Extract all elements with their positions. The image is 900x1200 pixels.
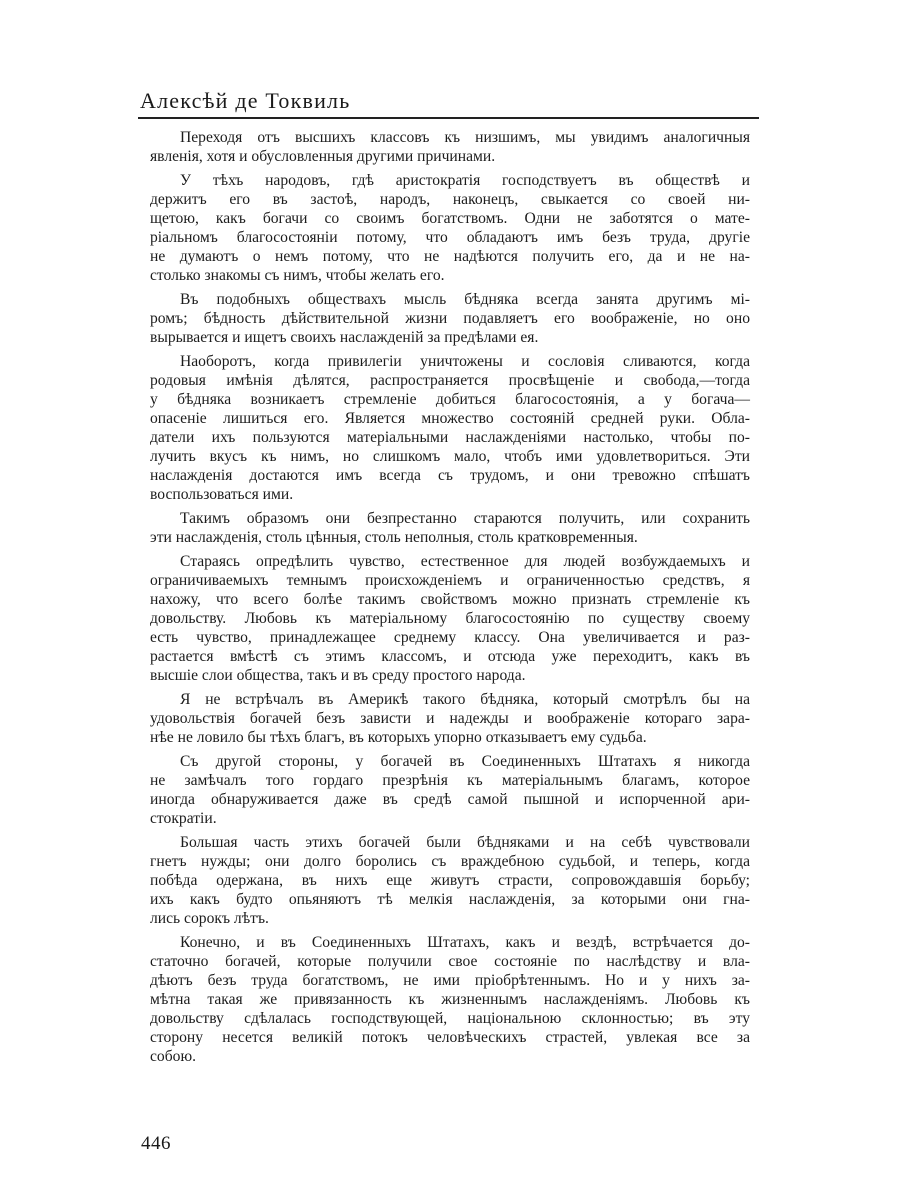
paragraph (150, 509, 750, 547)
page-number: 446 (141, 1133, 171, 1154)
text-line: явленія, хотя и обусловленныя другими причинами. (150, 148, 496, 165)
text-line: лучить вкусъ къ нимъ, но слишкомъ мало, чтобъ ими удовлетвориться. Эти (150, 448, 750, 465)
paragraph (150, 171, 750, 285)
text-line: ихъ какъ будто опьяняютъ тѣ мелкія наслажденія, за которыми они гна- (150, 891, 750, 908)
text-line: растается вмѣстѣ съ этимъ классомъ, и отсюда уже переходитъ, какъ въ (150, 648, 750, 665)
paragraph (150, 128, 750, 166)
text-line: не думаютъ о немъ потому, что не надѣются получить его, да и не на- (150, 248, 750, 265)
text-line: нѣе не ловило бы тѣхъ благъ, въ которыхъ упорно отказываетъ ему судьба. (150, 729, 647, 746)
paragraph (150, 690, 750, 747)
text-line: у бѣдняка возникаетъ стремленіе добиться благосостоянія, а у богача— (150, 391, 750, 408)
paragraph (150, 752, 750, 828)
header-rule (138, 117, 759, 119)
text-line: довольству. Любовь къ матеріальному благосостоянію по существу своему (150, 610, 750, 627)
text-line: Конечно, и въ Соединенныхъ Штатахъ, какъ и вездѣ, встрѣчается до- (180, 934, 750, 951)
text-line: есть чувство, принадлежащее среднему классу. Она увеличивается и раз- (150, 629, 750, 646)
text-line: Большая часть этихъ богачей были бѣдняками и на себѣ чувствовали (180, 834, 750, 851)
text-line: стократіи. (150, 810, 217, 827)
text-line: Съ другой стороны, у богачей въ Соединенныхъ Штатахъ я никогда (180, 753, 750, 770)
text-line: опасеніе лишиться его. Является множество состояній средней руки. Обла- (150, 410, 750, 427)
text-line: удовольствія богачей безъ зависти и надежды и воображеніе котораго зара- (150, 710, 750, 727)
paragraph (150, 833, 750, 928)
text-line: иногда обнаруживается даже въ средѣ самой пышной и испорченной ари- (150, 791, 750, 808)
text-line: наслажденія достаются имъ всегда съ трудомъ, и они тревожно спѣшатъ (150, 467, 750, 484)
text-line: гнетъ нужды; они долго боролись съ враждебною судьбой, и теперь, когда (150, 853, 750, 870)
paragraph (150, 933, 750, 1066)
text-line: не замѣчалъ того гордаго презрѣнія къ матеріальнымъ благамъ, которое (150, 772, 750, 789)
text-line: сторону несется великій потокъ человѣческихъ страстей, увлекая все за (150, 1029, 750, 1046)
text-line: Въ подобныхъ обществахъ мысль бѣдняка всегда занята другимъ мі- (180, 291, 750, 308)
text-line: родовыя имѣнія дѣлятся, распространяется просвѣщеніе и свобода,—тогда (150, 372, 750, 389)
text-line: Такимъ образомъ они безпрестанно стараются получить, или сохранить (180, 510, 750, 527)
paragraph (150, 352, 750, 504)
running-head: Алексѣй де Токвиль (140, 88, 351, 113)
text-line: высшіе слои общества, такъ и въ среду простого народа. (150, 667, 526, 684)
text-line: лись сорокъ лѣтъ. (150, 910, 269, 927)
paragraph (150, 552, 750, 685)
text-line: щетою, какъ богачи со своимъ богатствомъ. Одни не заботятся о мате- (150, 210, 750, 227)
text-line: нахожу, что всего болѣе такимъ свойствомъ можно признать стремленіе къ (150, 591, 750, 608)
paragraph (150, 290, 750, 347)
text-line: Наоборотъ, когда привилегіи уничтожены и сословія сливаются, когда (180, 353, 750, 370)
text-line: Переходя отъ высшихъ классовъ къ низшимъ, мы увидимъ аналогичныя (180, 129, 750, 146)
text-line: эти наслажденія, столь цѣнныя, столь неполныя, столь кратковременныя. (150, 529, 638, 546)
text-line: мѣтна такая же привязанность къ жизненнымъ наслажденіямъ. Любовь къ (150, 991, 750, 1008)
text-line: ограничиваемыхъ темнымъ происхожденіемъ и ограниченностью средствъ, я (150, 572, 750, 589)
text-line: дѣютъ безъ труда богатствомъ, не ими пріобрѣтеннымъ. Но и у нихъ за- (150, 972, 750, 989)
text-line: побѣда одержана, въ нихъ еще живутъ страсти, сопровождавшія борьбу; (150, 872, 750, 889)
text-line: статочно богачей, которые получили свое состояніе по наслѣдству и вла- (150, 953, 750, 970)
text-line: воспользоваться ими. (150, 486, 294, 503)
text-line: Я не встрѣчалъ въ Америкѣ такого бѣдняка, который смотрѣлъ бы на (180, 691, 750, 708)
text-line: довольству сдѣлалась господствующей, національною склонностью; въ эту (150, 1010, 750, 1027)
body-text (150, 128, 750, 1066)
text-line: собою. (150, 1048, 196, 1065)
text-line: вырывается и ищетъ своихъ наслажденій за предѣлами ея. (150, 329, 539, 346)
text-line: У тѣхъ народовъ, гдѣ аристократія господствуетъ въ обществѣ и (180, 172, 750, 189)
text-line: столько знакомы съ нимъ, чтобы желать его. (150, 267, 445, 284)
text-line: держитъ его въ застоѣ, народъ, наконецъ, свыкается со своей ни- (150, 191, 750, 208)
text-line: Стараясь опредѣлить чувство, естественное для людей возбуждаемыхъ и (180, 553, 750, 570)
text-line: ріальномъ благосостояніи потому, что обладаютъ имъ безъ труда, другіе (150, 229, 750, 246)
text-line: датели ихъ пользуются матеріальными наслажденіями настолько, чтобы по- (150, 429, 750, 446)
text-line: ромъ; бѣдность дѣйствительной жизни подавляетъ его воображеніе, но оно (150, 310, 750, 327)
